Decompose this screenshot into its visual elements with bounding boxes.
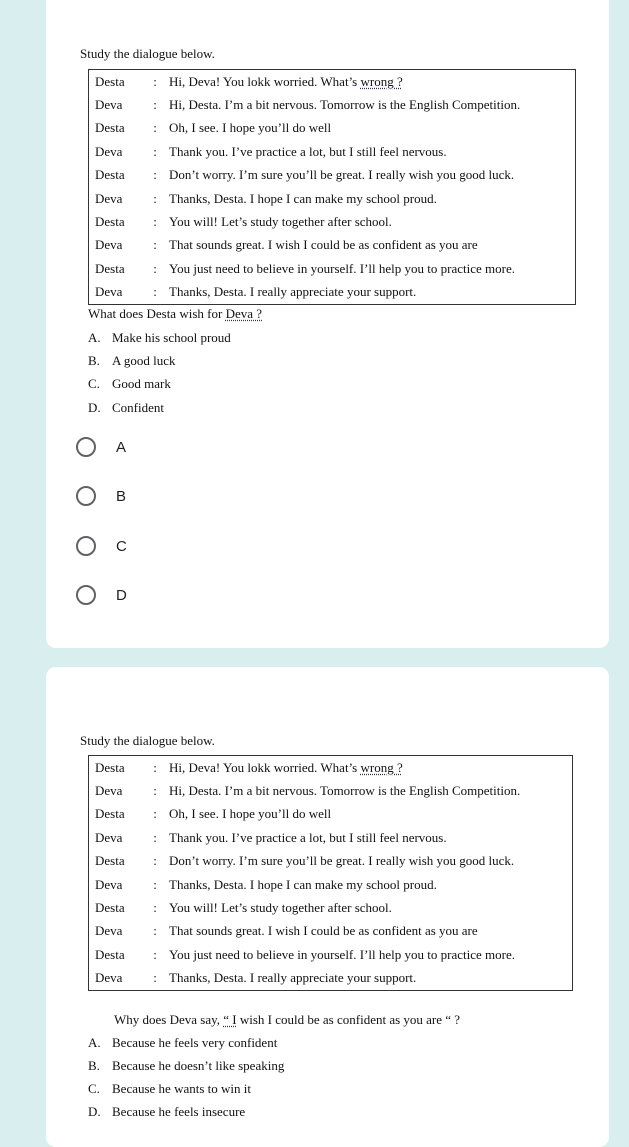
dialogue-row — [89, 164, 576, 187]
line-text: You will! Let’s study together after school. — [169, 900, 392, 916]
line-text: Thank you. I’ve practice a lot, but I still feel nervous. — [169, 143, 447, 159]
speaker: Desta — [95, 900, 125, 916]
colon: : — [153, 143, 157, 159]
radio-choice-c[interactable] — [76, 533, 127, 559]
speaker: Desta — [95, 260, 125, 276]
line-text: Hi, Deva! You lokk worried. What’s wrong ? — [169, 759, 403, 775]
speaker: Desta — [95, 73, 125, 89]
dialogue-row — [89, 257, 576, 280]
dialogue-row — [89, 779, 573, 802]
colon: : — [153, 190, 157, 206]
line-text: Thanks, Desta. I really appreciate your support. — [169, 970, 417, 986]
colon: : — [153, 829, 157, 845]
dialogue-row — [89, 140, 576, 163]
dialogue-row — [89, 93, 576, 116]
speaker: Desta — [95, 946, 125, 962]
radio-circle-icon[interactable] — [76, 585, 96, 605]
colon: : — [153, 237, 157, 253]
speaker: Deva — [95, 190, 123, 206]
answer-option: A. Make his school proud — [88, 330, 231, 345]
colon: : — [153, 806, 157, 822]
speaker: Deva — [95, 970, 123, 986]
speaker: Deva — [95, 97, 123, 113]
line-text: Hi, Desta. I’m a bit nervous. Tomorrow is the English Competition. — [169, 97, 521, 113]
dialogue-row — [89, 210, 576, 233]
line-text: Thank you. I’ve practice a lot, but I still feel nervous. — [169, 829, 447, 845]
colon: : — [153, 900, 157, 916]
speaker: Desta — [95, 806, 125, 822]
answer-option: C. Because he wants to win it — [88, 1081, 251, 1096]
colon: : — [153, 783, 157, 799]
dialogue-row — [89, 756, 573, 780]
underlined-text: wrong ? — [360, 73, 403, 89]
speaker: Deva — [95, 829, 123, 845]
dialogue-row — [89, 896, 573, 919]
dialogue-row — [89, 826, 573, 849]
dialogue-row — [89, 920, 573, 943]
colon: : — [153, 260, 157, 276]
colon: : — [153, 946, 157, 962]
dialogue-row — [89, 803, 573, 826]
radio-choice-d[interactable] — [76, 582, 127, 608]
answer-option: D. Because he feels insecure — [88, 1104, 246, 1119]
colon: : — [153, 759, 157, 775]
question-card-1 — [46, 0, 609, 648]
dialogue-row — [89, 70, 576, 94]
colon: : — [153, 853, 157, 869]
colon: : — [153, 970, 157, 986]
colon: : — [153, 167, 157, 183]
dialogue-row — [89, 234, 576, 257]
colon: : — [153, 923, 157, 939]
radio-label: A — [116, 438, 127, 456]
question-text: Why does Deva say, “ I wish I could be as confident as you are “ ? — [114, 1012, 461, 1027]
question-card-2 — [46, 667, 609, 1147]
line-text: Oh, I see. I hope you’ll do well — [169, 120, 332, 136]
radio-label: D — [116, 586, 127, 604]
line-text: You will! Let’s study together after school. — [169, 214, 392, 230]
radio-circle-icon[interactable] — [76, 437, 96, 457]
study-instruction: Study the dialogue below. — [80, 46, 215, 61]
colon: : — [153, 73, 157, 89]
line-text: Thanks, Desta. I hope I can make my school proud. — [169, 190, 437, 206]
line-text: Hi, Deva! You lokk worried. What’s wrong ? — [169, 73, 403, 89]
speaker: Desta — [95, 167, 125, 183]
radio-choice-b[interactable] — [76, 483, 126, 509]
line-text: Oh, I see. I hope you’ll do well — [169, 806, 332, 822]
question-text: What does Desta wish for Deva ? — [88, 306, 263, 321]
speaker: Desta — [95, 120, 125, 136]
speaker: Deva — [95, 783, 123, 799]
colon: : — [153, 97, 157, 113]
line-text: You just need to believe in yourself. I’ll help you to practice more. — [169, 946, 515, 962]
speaker: Desta — [95, 759, 125, 775]
colon: : — [153, 284, 157, 300]
answer-option: B. A good luck — [88, 353, 176, 368]
line-text: You just need to believe in yourself. I’ll help you to practice more. — [169, 260, 515, 276]
dialogue-row — [89, 967, 573, 991]
speaker: Deva — [95, 876, 123, 892]
radio-choice-a[interactable] — [76, 434, 126, 460]
line-text: That sounds great. I wish I could be as confident as you are — [169, 237, 478, 253]
speaker: Desta — [95, 214, 125, 230]
radio-label: C — [116, 537, 127, 555]
line-text: Don’t worry. I’m sure you’ll be great. I really wish you good luck. — [169, 853, 515, 869]
dialogue-row — [89, 873, 573, 896]
speaker: Deva — [95, 284, 123, 300]
colon: : — [153, 214, 157, 230]
colon: : — [153, 876, 157, 892]
line-text: That sounds great. I wish I could be as confident as you are — [169, 923, 478, 939]
dialogue-row — [89, 281, 576, 305]
dialogue-table — [88, 755, 573, 991]
radio-circle-icon[interactable] — [76, 486, 96, 506]
line-text: Thanks, Desta. I hope I can make my school proud. — [169, 876, 437, 892]
dialogue-row — [89, 850, 573, 873]
dialogue-row — [89, 117, 576, 140]
dialogue-row — [89, 187, 576, 210]
line-text: Thanks, Desta. I really appreciate your support. — [169, 284, 417, 300]
speaker: Desta — [95, 853, 125, 869]
dialogue-table — [88, 69, 576, 305]
answer-option: D. Confident — [88, 400, 164, 415]
dialogue-row — [89, 943, 573, 966]
speaker: Deva — [95, 237, 123, 253]
answer-option: A. Because he feels very confident — [88, 1035, 278, 1050]
study-instruction: Study the dialogue below. — [80, 733, 215, 748]
radio-label: B — [116, 487, 127, 505]
answer-option: B. Because he doesn’t like speaking — [88, 1058, 285, 1073]
answer-option: C. Good mark — [88, 376, 171, 391]
line-text: Don’t worry. I’m sure you’ll be great. I really wish you good luck. — [169, 167, 515, 183]
underlined-text: wrong ? — [360, 759, 403, 775]
speaker: Deva — [95, 143, 123, 159]
colon: : — [153, 120, 157, 136]
line-text: Hi, Desta. I’m a bit nervous. Tomorrow is the English Competition. — [169, 783, 521, 799]
speaker: Deva — [95, 923, 123, 939]
radio-circle-icon[interactable] — [76, 536, 96, 556]
